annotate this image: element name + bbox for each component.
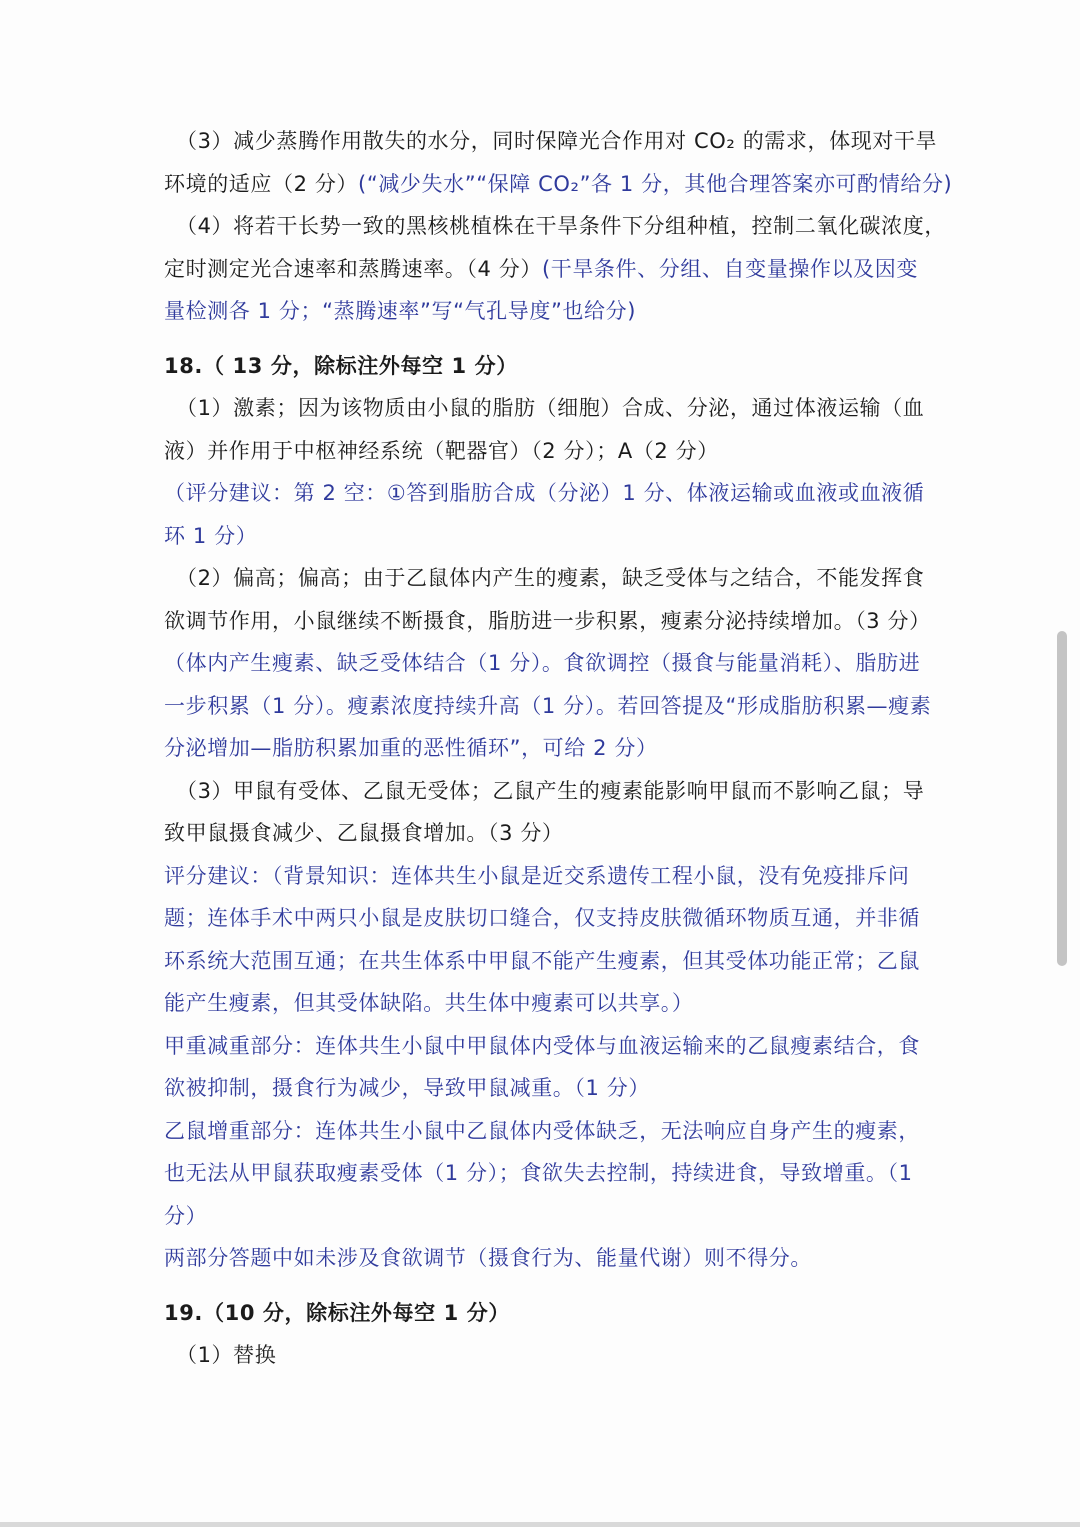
q18-part3-note8: 也无法从甲鼠获取瘦素受体（1 分）；食欲失去控制，持续进食，导致增重。（1 — [164, 1161, 913, 1185]
q18-part1-note2: 环 1 分） — [164, 523, 258, 548]
q17-part3-line2 — [164, 163, 953, 206]
q18-part3-note9: 分） — [164, 1203, 208, 1228]
q18-heading: 18.（ 13 分，除标注外每空 1 分） — [164, 353, 518, 378]
q18-part3-note4: 能产生瘦素，但其受体缺陷。共生体中瘦素可以共享。） — [164, 991, 694, 1015]
q18-part2-line1: （2）偏高；偏高；由于乙鼠体内产生的瘦素，缺乏受体与之结合，不能发挥食 — [176, 566, 925, 590]
q18-part1-note1: （评分建议：第 2 空：①答到脂肪合成（分泌）1 分、体液运输或血液或血液循 — [164, 481, 925, 505]
q18-part3-note1: 评分建议：（背景知识：连体共生小鼠是近交系遗传工程小鼠，没有免疫排斥问 — [164, 863, 910, 888]
q18-part3-note5: 甲重减重部分：连体共生小鼠中甲鼠体内受体与血液运输来的乙鼠瘦素结合，食 — [164, 1033, 920, 1058]
q18-part3-note2: 题；连体手术中两只小鼠是皮肤切口缝合，仅支持皮肤微循环物质互通，并非循 — [164, 906, 920, 930]
q18-part2-note2: 一步积累（1 分）。瘦素浓度持续升高（1 分）。若回答提及“形成脂肪积累—瘦素 — [164, 693, 932, 718]
answer-key-content — [164, 120, 953, 1377]
q18-part3-line2: 致甲鼠摄食减少、乙鼠摄食增加。（3 分） — [164, 821, 564, 845]
q18-part3-note3: 环系统大范围互通；在共生体系中甲鼠不能产生瘦素，但其受体功能正常；乙鼠 — [164, 948, 920, 973]
q18-part3-note6: 欲被抑制，摄食行为减少，导致甲鼠减重。（1 分） — [164, 1076, 650, 1100]
q17-part3-scoring-note: (“减少失水”“保障 CO₂”各 1 分，其他合理答案亦可酌情给分) — [358, 171, 953, 196]
q19-heading: 19.（10 分，除标注外每空 1 分） — [164, 1300, 510, 1325]
q18-part1-line1: （1）激素；因为该物质由小鼠的脂肪（细胞）合成、分泌，通过体液运输（血 — [176, 396, 925, 420]
q17-part4-line1: （4）将若干长势一致的黑核桃植株在干旱条件下分组种植，控制二氧化碳浓度， — [176, 214, 946, 238]
bottom-edge-bar — [0, 1522, 1080, 1527]
q18-part3-note10: 两部分答题中如未涉及食欲调节（摄食行为、能量代谢）则不得分。 — [164, 1246, 812, 1270]
q17-part4-answer: 定时测定光合速率和蒸腾速率。（4 分） — [164, 256, 542, 281]
q17-part4-scoring-note: (干旱条件、分组、自变量操作以及因变 — [541, 256, 918, 281]
q19-part1-line1: （1）替换 — [176, 1343, 277, 1367]
q18-part2-line2: 欲调节作用，小鼠继续不断摄食，脂肪进一步积累，瘦素分泌持续增加。（3 分） — [164, 608, 931, 633]
q18-part1-line2: 液）并作用于中枢神经系统（靶器官）（2 分）；A（2 分） — [164, 438, 719, 463]
q17-part4-scoring-note-cont: 量检测各 1 分；“蒸腾速率”写“气孔导度”也给分) — [164, 299, 637, 323]
q17-part3-answer: 环境的适应（2 分） — [164, 171, 359, 196]
vertical-scrollbar[interactable] — [1057, 631, 1067, 966]
q18-part3-note7: 乙鼠增重部分：连体共生小鼠中乙鼠体内受体缺乏，无法响应自身产生的瘦素， — [164, 1118, 920, 1143]
q18-part2-note1: （体内产生瘦素、缺乏受体结合（1 分）。食欲调控（摄食与能量消耗）、脂肪进 — [164, 651, 921, 675]
q18-part2-note3: 分泌增加—脂肪积累加重的恶性循环”，可给 2 分） — [164, 736, 658, 760]
q17-part4-line2 — [164, 248, 920, 291]
q17-part3-line1: （3）减少蒸腾作用散失的水分，同时保障光合作用对 CO₂ 的需求，体现对干旱 — [176, 129, 938, 153]
q18-part3-line1: （3）甲鼠有受体、乙鼠无受体；乙鼠产生的瘦素能影响甲鼠而不影响乙鼠；导 — [176, 778, 925, 803]
